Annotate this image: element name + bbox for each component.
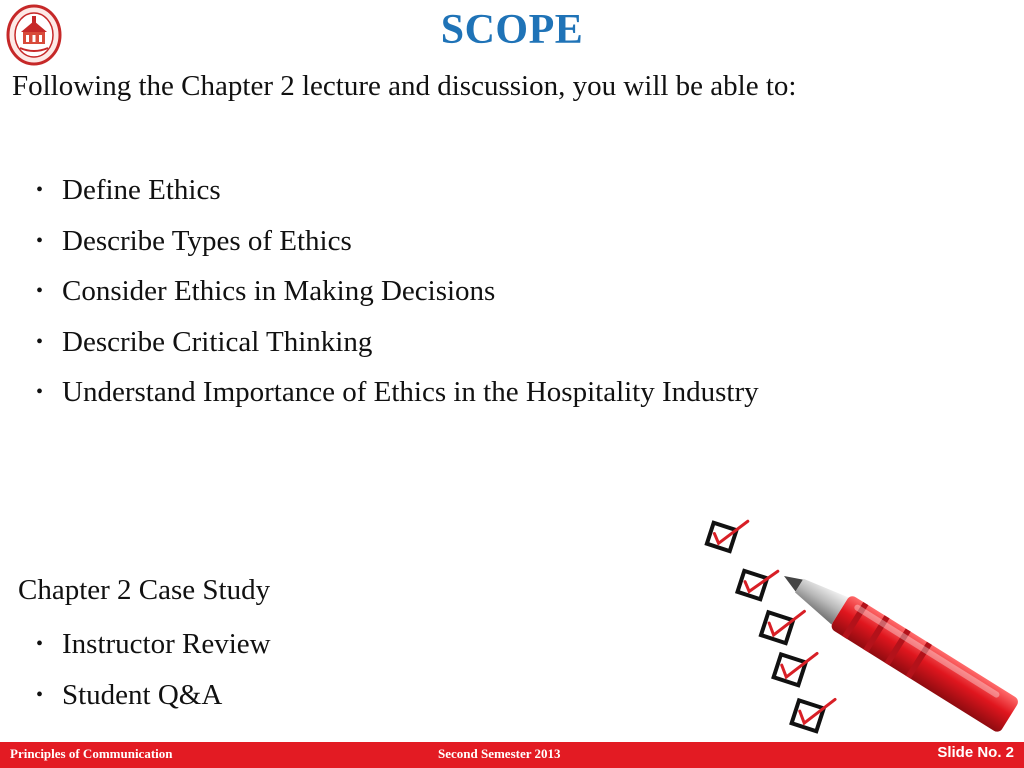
bullet-icon: • [36,381,44,403]
case-study-item: Instructor Review [62,628,271,660]
bullet-icon: • [36,330,44,353]
case-study-list [36,624,271,725]
objective-text: Consider Ethics in Making Decisions [62,275,496,307]
list-item [36,624,271,675]
checkbox-5-icon [792,689,835,734]
bullet-icon: • [36,683,44,706]
objective-text: Describe Critical Thinking [62,325,373,358]
bullet-icon: • [36,280,44,302]
intro-text: Following the Chapter 2 lecture and discussion, you will be able to: [12,70,797,102]
objective-text: Understand Importance of Ethics in the Hospitality Industry [62,376,759,408]
list-item [36,221,759,272]
list-item [36,271,759,322]
list-item [36,170,759,221]
checkbox-4-icon [774,643,817,688]
list-item [36,372,759,423]
objective-text: Describe Types of Ethics [62,224,352,257]
checklist-pen-illustration [690,506,1024,742]
slide-number: Slide No. 2 [937,744,1014,761]
footer-semester: Second Semester 2013 [438,746,561,761]
bullet-icon: • [36,179,44,201]
footer-bar [0,742,1024,768]
checkbox-1-icon [707,511,748,553]
list-item [36,675,271,726]
checkbox-2-icon [737,561,777,601]
slide-title: SCOPE [440,7,584,53]
bullet-icon: • [36,229,44,252]
objectives-list [36,170,759,423]
list-item [36,322,759,373]
footer-course: Principles of Communication [10,746,173,761]
objective-text: Define Ethics [62,174,221,206]
case-study-item: Student Q&A [62,678,223,711]
case-study-heading: Chapter 2 Case Study [18,574,271,606]
checkbox-3-icon [761,601,804,646]
bullet-icon: • [36,633,44,655]
